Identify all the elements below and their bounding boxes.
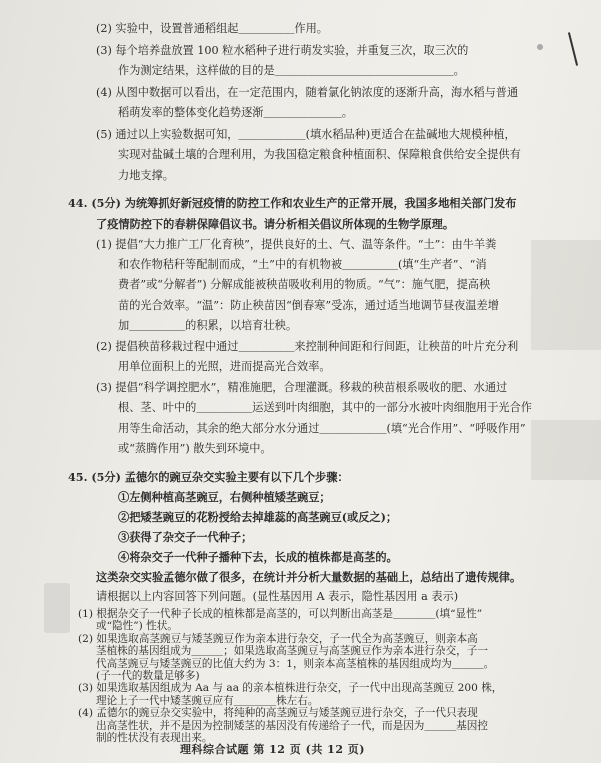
q45-stem: 45. (5分) 孟德尔的豌豆杂交实验主要有以下几个步骤： (68, 470, 349, 484)
q43-5-cont: 实现对盐碱土壤的合理利用，为我国稳定粮食种植面积、保障粮食供给安全提供有 (118, 148, 521, 161)
q45-2-cont: 茎植株的基因组成为＿＿＿；如果选取高茎豌豆与高茎豌豆作为亲本进行杂交，子一 (96, 645, 488, 658)
q44-1-cont: 和农作物秸秆等配制而成，“土”中的有机物被＿＿＿＿＿(填“生产者”、“消 (118, 258, 487, 271)
q43-4: (4) 从图中数据可以看出，在一定范围内，随着氯化钠浓度的逐渐升高，海水稻与普通 (96, 86, 519, 99)
q44-2-cont: 用单位面积上的光照，进而提高光合效率。 (118, 360, 331, 373)
q44-3-cont: 根、茎、叶中的＿＿＿＿＿运送到叶肉细胞，其中的一部分水被叶肉细胞用于光合作 (118, 401, 532, 414)
q44-stem-cont: 了疫情防控下的春耕保障倡议书。请分析相关倡议所体现的生物学原理。 (96, 217, 455, 231)
q45-1-cont: 或“隐性”) 性状。 (96, 620, 178, 633)
q43-5-cont: 力地支撑。 (118, 169, 174, 182)
q45-4: (4) 孟德尔的豌豆杂交实验中，将纯种的高茎豌豆与矮茎豌豆进行杂交，子一代只表现 (78, 707, 478, 720)
q45-step-1: ①左侧种植高茎豌豆，右侧种植矮茎豌豆； (118, 490, 331, 504)
page-footer: 理科综合试题 第 12 页 (共 12 页) (180, 743, 366, 756)
q44-1-cont: 加＿＿＿＿＿的积累，以培育壮秧。 (118, 319, 298, 332)
q45-3-cont: 理论上子一代中矮茎豌豆应有＿＿＿＿株左右。 (96, 694, 319, 707)
q43-3: (3) 每个培养盘放置 100 粒水稻种子进行萌发实验，并重复三次，取三次的 (96, 44, 469, 57)
q44-1-cont: 费者”或“分解者”) 分解成能被秧苗吸收利用的物质。“气”：施气肥，提高秧 (118, 278, 491, 291)
q44-2: (2) 提倡秧苗移栽过程中通过＿＿＿＿＿来控制种间距和行间距，让秧苗的叶片充分利 (96, 340, 519, 353)
bleed-through (531, 240, 601, 350)
q45-2-cont: 代高茎豌豆与矮茎豌豆的比值大约为 3：1，则亲本高茎植株的基因组成均为＿＿＿。 (96, 657, 495, 670)
q45-2-note: (子一代的数量足够多) (96, 670, 200, 682)
q45-3: (3) 如果选取基因组成为 Aa 与 aa 的亲本植株进行杂交，子一代中出现高茎豌豆 200 株， (78, 682, 503, 695)
q45-summary: 这类杂交实验孟德尔做了很多，在统计并分析大量数据的基础上，总结出了遗传规律。 (96, 570, 522, 584)
q43-5: (5) 通过以上实验数据可知，＿＿＿＿＿＿(填水稻品种)更适合在盐碱地大规模种植， (96, 128, 516, 141)
q44-3-cont: 用等生命活动，其余的绝大部分水分通过＿＿＿＿＿＿(填“光合作用”、“呼吸作用” (118, 422, 526, 435)
q45-4-cont: 制的性状没有表现出来。 (96, 732, 213, 744)
q44-3: (3) 提倡“科学调控肥水”，精准施肥，合理灌溉。移栽的秧苗根系吸收的肥、水通过 (96, 381, 508, 394)
q45-4-cont: 出高茎性状，并不是因为控制矮茎的基因没有传递给子一代，而是因为＿＿＿基因控 (96, 719, 488, 732)
q45-instruction: 请根据以上内容回答下列问题。(显性基因用 A 表示，隐性基因用 a 表示) (96, 590, 459, 603)
q45-step-4: ④将杂交子一代种子播种下去，长成的植株都是高茎的。 (118, 550, 398, 564)
q45-step-2: ②把矮茎豌豆的花粉授给去掉雄蕊的高茎豌豆(或反之)； (118, 510, 398, 524)
q45-step-3: ③获得了杂交子一代种子； (118, 530, 253, 544)
q43-2: (2) 实验中，设置普通稻组起＿＿＿＿＿作用。 (96, 22, 328, 35)
q44-3-cont: 或“蒸腾作用”) 散失到环境中。 (118, 442, 272, 455)
q44-1-cont: 苗的光合效率。“温”：防止秧苗因“倒春寒”受冻，通过适当地调节昼夜温差增 (118, 299, 499, 312)
bleed-through (531, 420, 601, 480)
stain-mark (537, 44, 543, 50)
smudge (44, 583, 70, 633)
pen-mark (568, 32, 578, 65)
q43-4-cont: 稻萌发率的整体变化趋势逐渐＿＿＿＿＿＿＿。 (118, 106, 353, 119)
q45-1: (1) 根据杂交子一代种子长成的植株都是高茎的，可以判断出高茎是＿＿＿＿(填“显性” (78, 608, 483, 620)
q44-1: (1) 提倡“大力推广工厂化育秧”，提供良好的土、气、温等条件。“土”：由牛羊粪 (96, 238, 497, 251)
q43-3-cont: 作为测定结果，这样做的目的是＿＿＿＿＿＿＿＿＿＿＿＿＿＿＿＿。 (118, 64, 465, 77)
q44-stem: 44. (5分) 为统筹抓好新冠疫情的防控工作和农业生产的正常开展，我国多地相关部门发布 (68, 196, 517, 210)
q45-2: (2) 如果选取高茎豌豆与矮茎豌豆作为亲本进行杂交，子一代全为高茎豌豆，则亲本高 (78, 632, 478, 645)
